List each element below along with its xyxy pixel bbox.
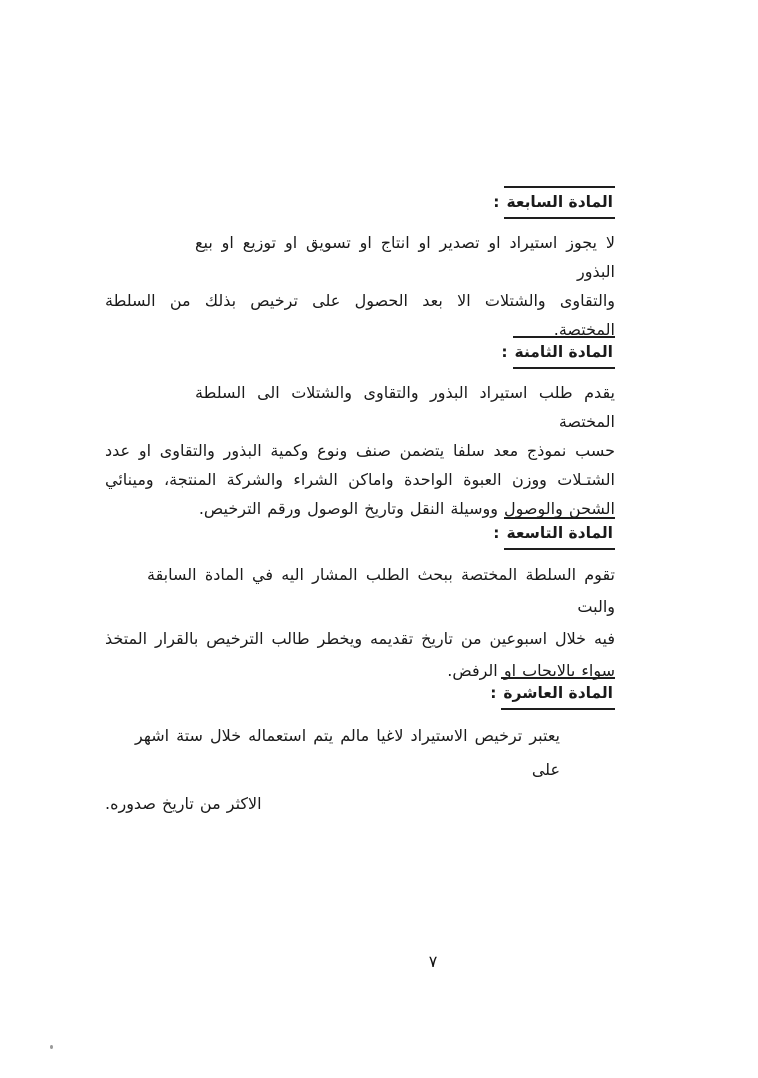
article-title-colon: : bbox=[490, 684, 497, 702]
article-eight-header bbox=[105, 336, 615, 369]
article-line: الشتـلات ووزن العبوة الواحدة واماكن الشراء والشركة المنتجة، ومينائي bbox=[105, 469, 615, 489]
article-title: المادة الثامنة bbox=[513, 336, 615, 369]
article-line: سواء بالايجاب او الرفض. bbox=[447, 660, 615, 680]
article-line: المختصة. bbox=[553, 319, 615, 339]
article-title: المادة التاسعة bbox=[504, 517, 615, 550]
article-ten-header bbox=[105, 677, 615, 710]
article-line: لا يجوز استيراد او تصدير او انتاج او تسويق او توزيع او بيع البذور bbox=[195, 232, 615, 281]
article-line: يقدم طلب استيراد البذور والتقاوى والشتلات الى السلطة المختصة bbox=[195, 382, 615, 431]
article-eight-body bbox=[105, 378, 615, 523]
scan-speck bbox=[50, 1045, 53, 1049]
article-seven-header bbox=[105, 186, 615, 219]
article-nine-section bbox=[105, 517, 615, 687]
page-number: ٧ bbox=[428, 952, 438, 971]
article-line: والتقاوى والشتلات الا بعد الحصول على ترخيص بذلك من السلطة bbox=[105, 290, 615, 310]
article-title-colon: : bbox=[501, 343, 508, 361]
article-seven-section bbox=[105, 186, 615, 344]
article-nine-header bbox=[105, 517, 615, 550]
article-ten-section bbox=[105, 677, 615, 821]
article-title-colon: : bbox=[493, 193, 500, 211]
article-seven-body bbox=[105, 228, 615, 344]
article-line: حسب نموذج معد سلفا يتضمن صنف ونوع وكمية البذور والتقاوى او عدد bbox=[105, 440, 615, 460]
article-ten-body bbox=[105, 719, 615, 821]
article-nine-body bbox=[105, 559, 615, 687]
scan-speck bbox=[488, 302, 491, 305]
article-line: الشحن والوصول ووسيلة النقل وتاريخ الوصول ورقم الترخيص. bbox=[198, 498, 615, 518]
article-title-colon: : bbox=[493, 524, 500, 542]
article-title: المادة العاشرة bbox=[501, 677, 615, 710]
article-eight-section bbox=[105, 336, 615, 523]
article-line: الاكثر من تاريخ صدوره. bbox=[105, 793, 262, 813]
article-line: تقوم السلطة المختصة ببحث الطلب المشار اليه في المادة السابقة والبت bbox=[147, 564, 615, 616]
article-title: المادة السابعة bbox=[504, 186, 615, 219]
article-line: يعتبر ترخيص الاستيراد لاغيا مالم يتم استعماله خلال ستة اشهر على bbox=[135, 725, 560, 779]
article-line: فيه خلال اسبوعين من تاريخ تقديمه ويخطر طالب الترخيص بالقرار المتخذ bbox=[105, 628, 615, 648]
